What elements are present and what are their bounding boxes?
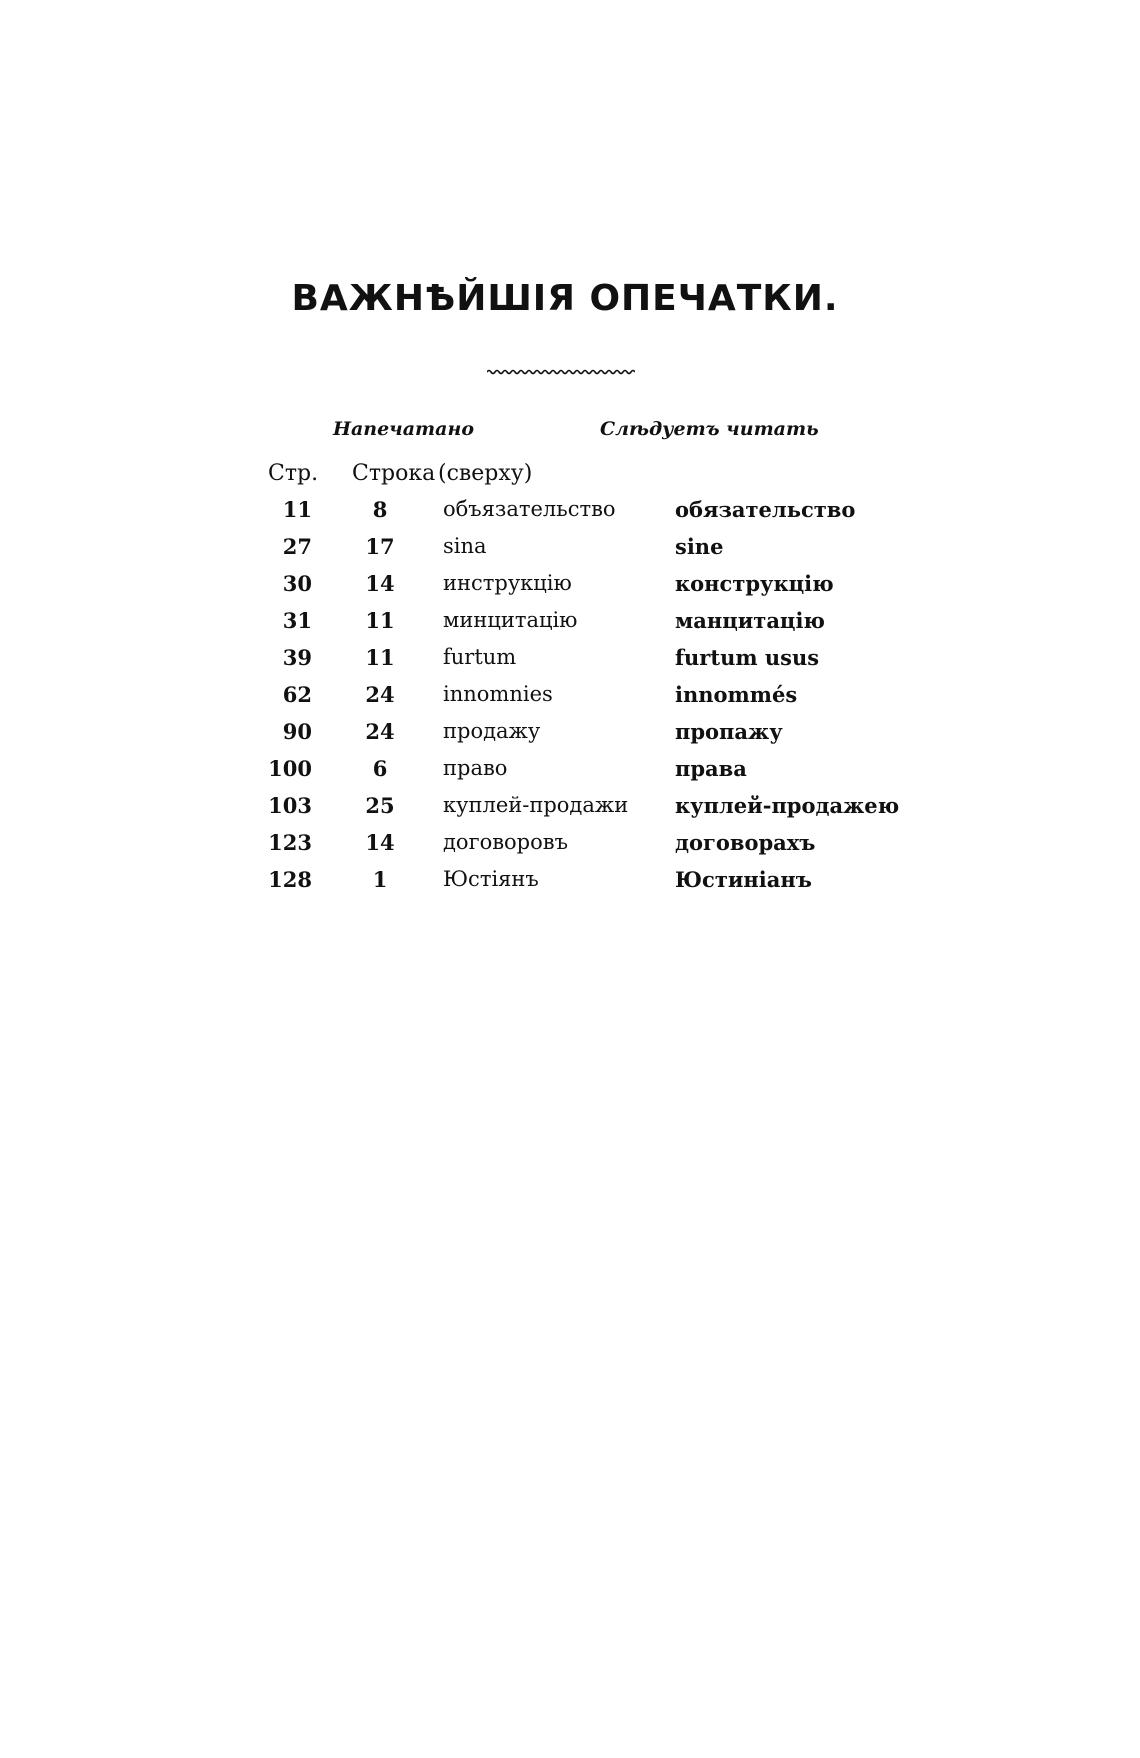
line-number: 17 (365, 534, 395, 559)
printed-text: право (443, 756, 508, 780)
correct-text: куплей-продажею (675, 793, 900, 818)
line-number: 8 (372, 497, 388, 522)
errata-row (0, 867, 1140, 904)
page-number: 90 (282, 719, 312, 744)
errata-row (0, 534, 1140, 571)
errata-row (0, 756, 1140, 793)
errata-row (0, 571, 1140, 608)
errata-row (0, 645, 1140, 682)
page-number: 11 (282, 497, 312, 522)
correct-text: furtum usus (675, 645, 820, 670)
line-number: 1 (372, 867, 388, 892)
printed-text: минцитацію (443, 608, 578, 632)
line-number: 6 (372, 756, 388, 781)
page-number: 123 (268, 830, 312, 855)
line-subheader: Строка (352, 461, 436, 486)
from-top-subheader: (сверху) (438, 461, 533, 486)
page-number: 103 (268, 793, 312, 818)
errata-row (0, 830, 1140, 867)
page-number: 128 (268, 867, 312, 892)
printed-text: innomnies (443, 682, 553, 706)
correct-text: договорахъ (675, 830, 816, 855)
correct-text: пропажу (675, 719, 783, 744)
errata-table (0, 497, 1140, 904)
printed-text: договоровъ (443, 830, 568, 854)
page-number: 31 (282, 608, 312, 633)
page-number: 30 (282, 571, 312, 596)
page-number: 39 (282, 645, 312, 670)
page-subheader: Стр. (268, 461, 319, 486)
correct-text: права (675, 756, 747, 781)
printed-text: sina (443, 534, 487, 558)
line-number: 11 (365, 645, 395, 670)
printed-text: furtum (443, 645, 517, 669)
errata-row (0, 608, 1140, 645)
page-title: ВАЖНѢЙШІЯ ОПЕЧАТКИ. (291, 278, 839, 319)
page-number: 100 (268, 756, 312, 781)
errata-row (0, 497, 1140, 534)
line-number: 11 (365, 608, 395, 633)
printed-text: куплей-продажи (443, 793, 629, 817)
printed-text: продажу (443, 719, 541, 743)
correct-text: обязательство (675, 497, 856, 522)
line-number: 24 (365, 682, 395, 707)
correct-column-header: Слѣдуетъ читать (600, 418, 819, 440)
errata-row (0, 793, 1140, 830)
line-number: 24 (365, 719, 395, 744)
errata-row (0, 719, 1140, 756)
line-number: 25 (365, 793, 395, 818)
line-number: 14 (365, 830, 395, 855)
page-number: 62 (282, 682, 312, 707)
correct-text: манцитацію (675, 608, 825, 633)
correct-text: Юстиніанъ (675, 867, 812, 892)
page-number: 27 (282, 534, 312, 559)
printed-text: Юстіянъ (443, 867, 539, 891)
printed-column-header: Напечатано (333, 418, 474, 440)
printed-text: объязательство (443, 497, 616, 521)
line-number: 14 (365, 571, 395, 596)
correct-text: sine (675, 534, 724, 559)
printed-text: инструкцію (443, 571, 572, 595)
correct-text: innommés (675, 682, 798, 707)
errata-row (0, 682, 1140, 719)
wavy-rule (487, 368, 635, 376)
correct-text: конструкцію (675, 571, 834, 596)
